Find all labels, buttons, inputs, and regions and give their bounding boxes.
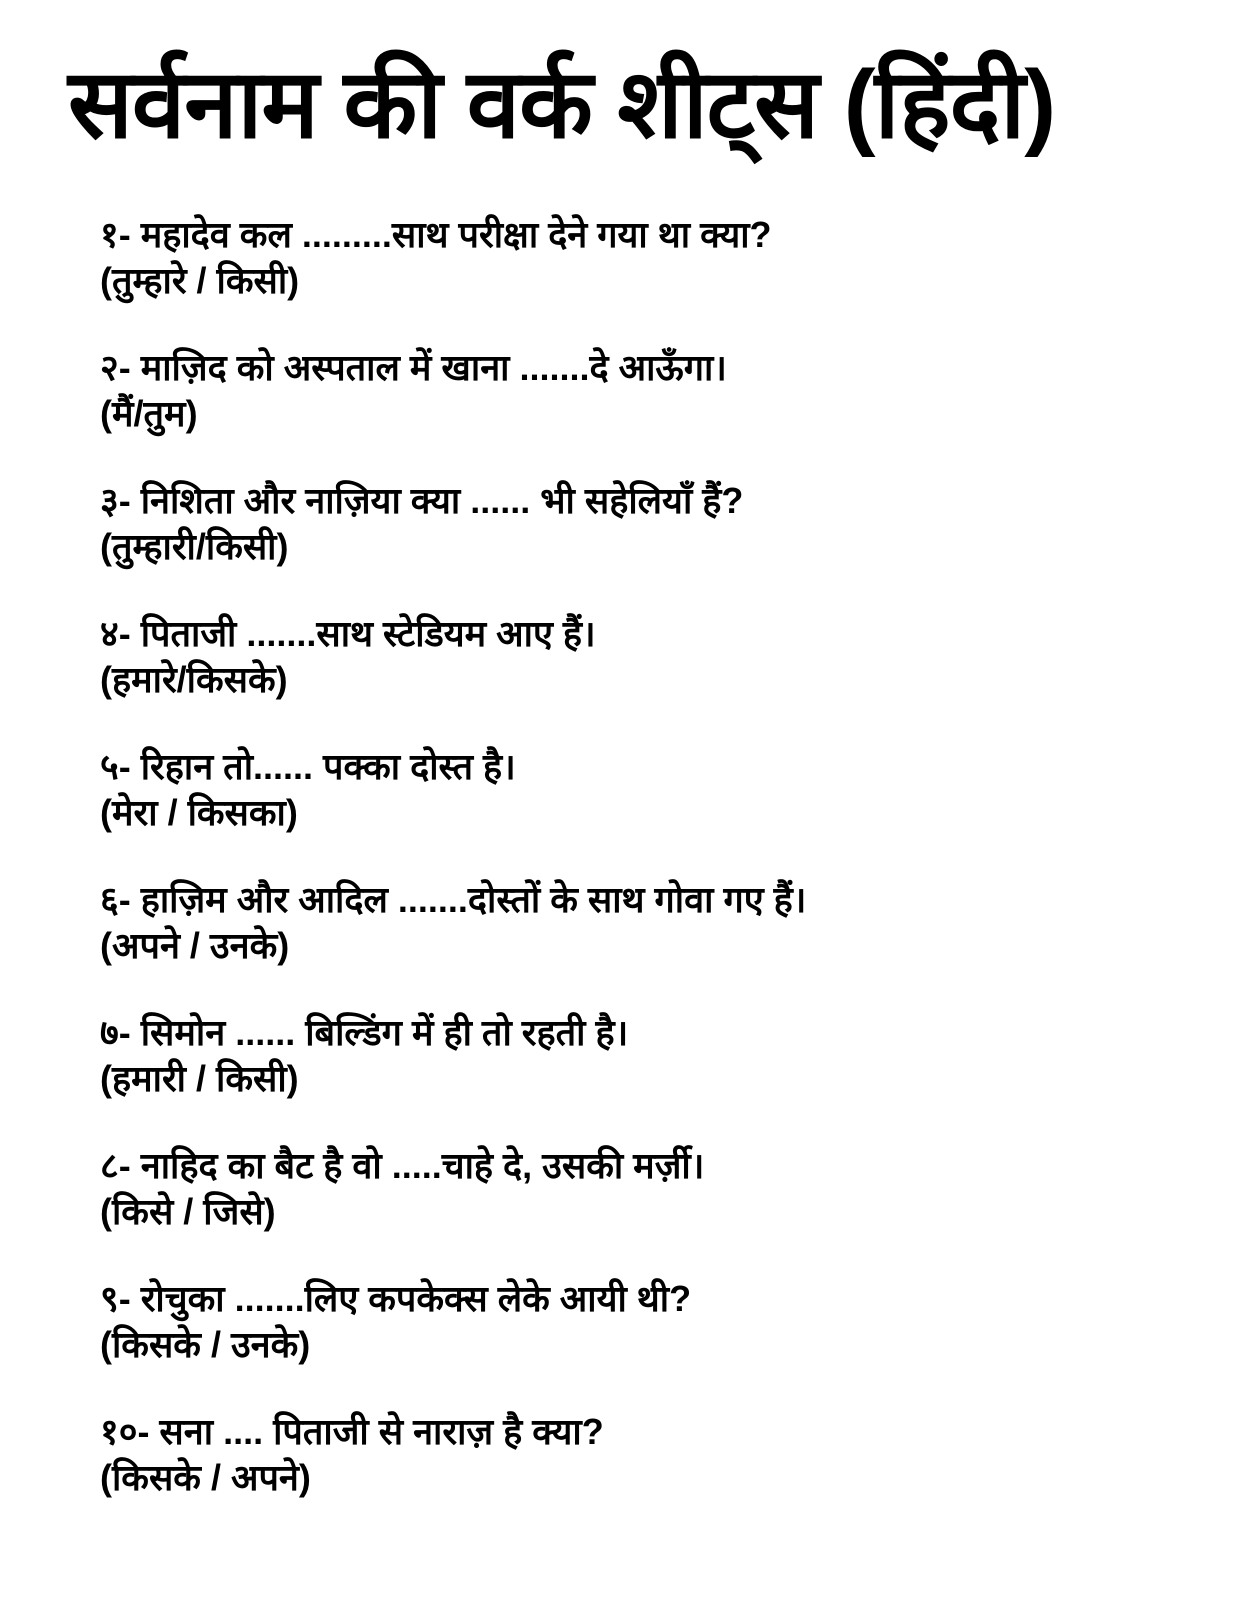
question-item-8	[100, 1143, 806, 1276]
question-options: (हमारे/किसके)	[100, 659, 288, 700]
question-options: (मैं/तुम)	[100, 393, 198, 434]
question-options: (किसे / जिसे)	[100, 1191, 276, 1232]
question-text: ९- रोचुका .......लिए कपकेक्स लेके आयी थी?	[100, 1278, 692, 1319]
question-item-5	[100, 744, 806, 877]
question-item-1	[100, 212, 806, 345]
worksheet-title: सर्वनाम की वर्क शीट्स (हिंदी)	[68, 51, 1056, 158]
question-item-4	[100, 611, 806, 744]
question-options: (तुम्हारे / किसी)	[100, 260, 300, 301]
question-options: (मेरा / किसका)	[100, 792, 298, 833]
question-text: २- माज़िद को अस्पताल में खाना .......दे आऊँगा।	[100, 347, 727, 388]
question-text: ४- पिताजी .......साथ स्टेडियम आए हैं।	[100, 613, 596, 654]
question-options: (किसके / उनके)	[100, 1324, 311, 1365]
question-item-7	[100, 1010, 806, 1143]
question-options: (किसके / अपने)	[100, 1457, 311, 1498]
question-text: ३- निशिता और नाज़िया क्या ...... भी सहेलियाँ हैं?	[100, 480, 744, 521]
question-text: ८- नाहिद का बैट है वो .....चाहे दे, उसकी मर्ज़ी।	[100, 1145, 705, 1186]
question-options: (अपने / उनके)	[100, 925, 290, 966]
question-text: ६- हाज़िम और आदिल .......दोस्तों के साथ गोवा गए हैं।	[100, 879, 807, 920]
question-item-9	[100, 1276, 806, 1409]
question-item-2	[100, 345, 806, 478]
question-text: ५- रिहान तो...... पक्का दोस्त है।	[100, 746, 516, 787]
question-item-10	[100, 1409, 806, 1542]
question-options: (हमारी / किसी)	[100, 1058, 299, 1099]
question-item-6	[100, 877, 806, 1010]
question-item-3	[100, 478, 806, 611]
question-options: (तुम्हारी/किसी)	[100, 526, 289, 567]
question-text: १- महादेव कल .........साथ परीक्षा देने गया था क्या?	[100, 214, 772, 255]
question-text: ७- सिमोन ...... बिल्डिंग में ही तो रहती है।	[100, 1012, 629, 1053]
question-text: १०- सना .... पिताजी से नाराज़ है क्या?	[100, 1411, 604, 1452]
question-list	[100, 212, 806, 1542]
